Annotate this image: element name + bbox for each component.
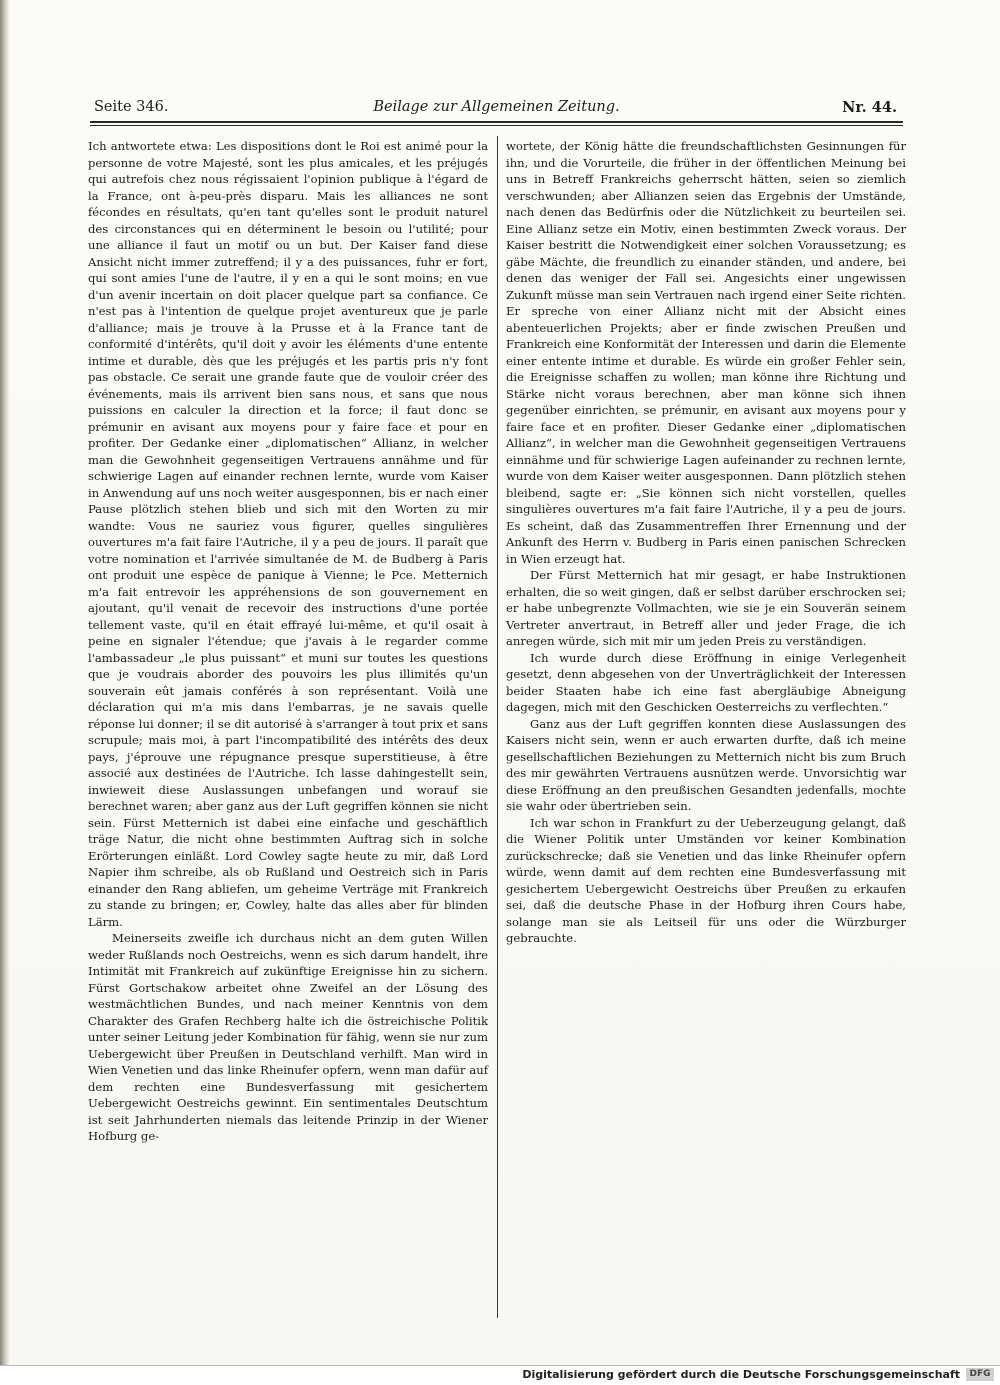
left-column (88, 138, 488, 1145)
issue-number: Nr. 44. (842, 99, 897, 116)
page-number: Seite 346. (94, 99, 169, 115)
paragraph: Ich wurde durch diese Eröffnung in einige Verlegenheit gesetzt, denn abgesehen von der Unverträglichkeit der Interessen beider Staaten habe ich eine fast abergläubige Abneigung dagegen, mich mit den Geschicken Oesterreichs zu verflechten.“ (506, 650, 906, 714)
header-rule (90, 121, 903, 123)
paragraph: wortete, der König hätte die freundschaftlichsten Gesinnungen für ihn, und die Vorurteile, die früher in der öffentlichen Meinung bei uns in Betreff Frankreichs geherrscht hätten, seien so ziemlich verschwunden; aber Allianzen seien das Ergebnis der Umstände, nach denen das Bedürfnis oder die Nützlichkeit zu beurteilen sei. Eine Allianz setze ein Motiv, einen bestimmten Zweck voraus. Der Kaiser bestritt die Notwendigkeit einer solchen Voraussetzung; es gäbe Mächte, die freundlich zu einander ständen, und andere, bei denen das weniger der Fall sei. Angesichts einer ungewissen Zukunft müsse man sein Vertrauen nach irgend einer Seite richten. Er spreche von einer Allianz nicht mit der Absicht eines abenteuerlichen Projekts; aber er finde zwischen Preußen und Frankreich eine Konformität der Interessen und darin die Elemente einer entente intime et durable. Es würde ein großer Fehler sein, die Ereignisse schaffen zu wollen; man könne ihre Richtung und Stärke nicht voraus berechnen, aber man könne sich ihnen gegenüber einrichten, se prémunir, en avisant aux moyens pour y faire face et en profiter. Dieser Gedanke einer „diplomatischen Allianz“, in welcher man die Gewohnheit gegenseitigen Vertrauens einnähme und für schwierige Lagen aufeinander zu rechnen lernte, wurde von dem Kaiser weiter ausgesponnen. Dann plötzlich stehen bleibend, sagte er: „Sie können sich nicht vorstellen, quelles singulières ouvertures m'a fait faire l'Autriche, il y a peu de jours. Es scheint, daß das Zusammentreffen Ihrer Ernennung und der Ankunft des Herrn v. Budberg in Paris einen panischen Schrecken in Wien erzeugt hat. (506, 139, 906, 566)
header-rule-thin (90, 125, 903, 126)
page-header (90, 96, 903, 122)
funding-credit: Digitalisierung gefördert durch die Deutsche Forschungsgemeinschaft (522, 1368, 960, 1381)
paragraph: Der Fürst Metternich hat mir gesagt, er habe Instruktionen erhalten, die so weit gingen, daß er selbst darüber erschrocken sei; er habe unbegrenzte Vollmachten, wie sie je ein Souverän seinem Vertreter anvertraut, in Betreff aller und jeder Frage, die ich anregen würde, sich mit mir um jeden Preis zu verständigen. (506, 568, 906, 648)
publication-title: Beilage zur Allgemeinen Zeitung. (373, 99, 620, 115)
paragraph: Meinerseits zweifle ich durchaus nicht an dem guten Willen weder Rußlands noch Oestreichs, wenn es sich darum handelt, ihre Intimität mit Frankreich auf zukünftige Ereignisse hin zu sichern. Fürst Gortschakow arbeitet ohne Zweifel an der Lösung des westmächtlichen Bundes, und nach meiner Kenntnis von dem Charakter des Grafen Rechberg halte ich die östreichische Politik unter seiner Leitung jeder Kombination für fähig, wenn sie nur zum Uebergewicht über Preußen in Deutschland verhilft. Man wird in Wien Venetien und das linke Rheinufer opfern, wenn man dafür auf dem rechten eine Bundesverfassung mit gesichertem Uebergewicht Oestreichs gewinnt. Ein sentimentales Deutschtum ist seit Jahrhunderten niemals das leitende Prinzip in der Wiener Hofburg ge- (88, 931, 488, 1143)
digitization-footer (0, 1365, 1000, 1385)
paragraph: Ganz aus der Luft gegriffen konnten diese Auslassungen des Kaisers nicht sein, wenn er auch erwarten durfte, daß ich meine gesellschaftlichen Beziehungen zu Metternich nicht bis zum Bruch des mir gewährten Vertrauens ausnützen werde. Unvorsichtig war diese Eröffnung an den preußischen Gesandten jedenfalls, mochte sie wahr oder übertrieben sein. (506, 716, 906, 813)
column-divider (497, 136, 498, 1318)
right-column (506, 138, 906, 947)
paragraph: Ich war schon in Frankfurt zu der Ueberzeugung gelangt, daß die Wiener Politik unter Umständen vor keiner Kombination zurückschrecke; daß sie Venetien und das linke Rheinufer opfern würde, wenn damit auf dem rechten eine Bundesverfassung mit gesichertem Uebergewicht Oestreichs über Preußen zu erkaufen sei, daß die deutsche Phase in der Hofburg ihren Cours habe, solange man sie als Leitseil für uns oder die Würzburger gebrauchte. (506, 815, 906, 945)
paragraph: Ich antwortete etwa: Les dispositions dont le Roi est animé pour la personne de votre Majesté, sont les plus amicales, et les préjugés qui autrefois chez nous régissaient l'opinion publique à l'égard de la France, ont à-peu-près disparu. Mais les alliances ne sont fécondes en résultats, qu'en tant qu'elles sont le produit naturel des circonstances qui en déterminent le besoin ou l'utilité; pour une alliance il faut un motif ou un but. Der Kaiser fand diese Ansicht nicht immer zutreffend; il y a des puissances, fuhr er fort, qui sont amies l'une de l'autre, il y en a qui le sont moins; en vue d'un avenir incertain on doit placer quelque part sa confiance. Ce n'est pas à l'intention de quelque projet aventureux que je parle d'alliance; mais je trouve à la Prusse et à la France tant de conformité d'intérêts, qu'il doit y avoir les éléments d'une entente intime et durable, dès que les préjugés et les partis pris n'y font pas obstacle. Ce serait une grande faute que de vouloir créer des événements, mais ils arrivent bien sans nous, et sans que nous puissions en calculer la direction et la force; il faut donc se prémunir en avisant aux moyens pour y faire face et pour en profiter. Der Gedanke einer „diplomatischen“ Allianz, in welcher man die Gewohnheit gegenseitigen Vertrauens annähme und für schwierige Lagen auf einander rechnen lernte, wurde vom Kaiser in Anwendung auf uns noch weiter ausgesponnen, bis er nach einer Pause plötzlich stehen blieb und sich mit den Worten zu mir wandte: Vous ne sauriez vous figurer, quelles singulières ouvertures m'a fait faire l'Autriche, il y a peu de jours. Il paraît que votre nomination et l'arrivée simultanée de M. de Budberg à Paris ont produit une espèce de panique à Vienne; le Pce. Metternich m'a fait entrevoir les appréhensions de son gouvernement en ajoutant, qu'il venait de recevoir des instructions d'une portée tellement vaste, qu'il en était effrayé lui-même, et qu'il osait à peine en signaler l'étendue; que j'avais à le regarder comme l'ambassadeur „le plus puissant“ et muni sur toutes les questions que je voudrais aborder des pouvoirs les plus illimités qu'un souverain eût jamais conférés à son représentant. Voilà une déclaration qui m'a mis dans l'embarras, je ne savais quelle réponse lui donner; il se dit autorisé à s'arranger à tout prix et sans scrupule; mais moi, à part l'incompatibilité des intérêts des deux pays, j'éprouve une répugnance presque superstitieuse, à être associé aux destinées de l'Autriche. Ich lasse dahingestellt sein, inwieweit diese Auslassungen unbefangen und worauf sie berechnet waren; aber ganz aus der Luft gegriffen können sie nicht sein. Fürst Metternich ist dabei eine einfache und geschäftlich träge Natur, die nicht ohne bestimmten Auftrag sich in solche Erörterungen einläßt. Lord Cowley sagte heute zu mir, daß Lord Napier ihm schreibe, als ob Rußland und Oestreich sich in Paris einander den Rang abliefen, um geheime Verträge mit Frankreich zu stande zu bringen; er, Cowley, halte das alles aber für blinden Lärm. (88, 139, 488, 929)
dfg-logo: DFG (966, 1368, 994, 1381)
